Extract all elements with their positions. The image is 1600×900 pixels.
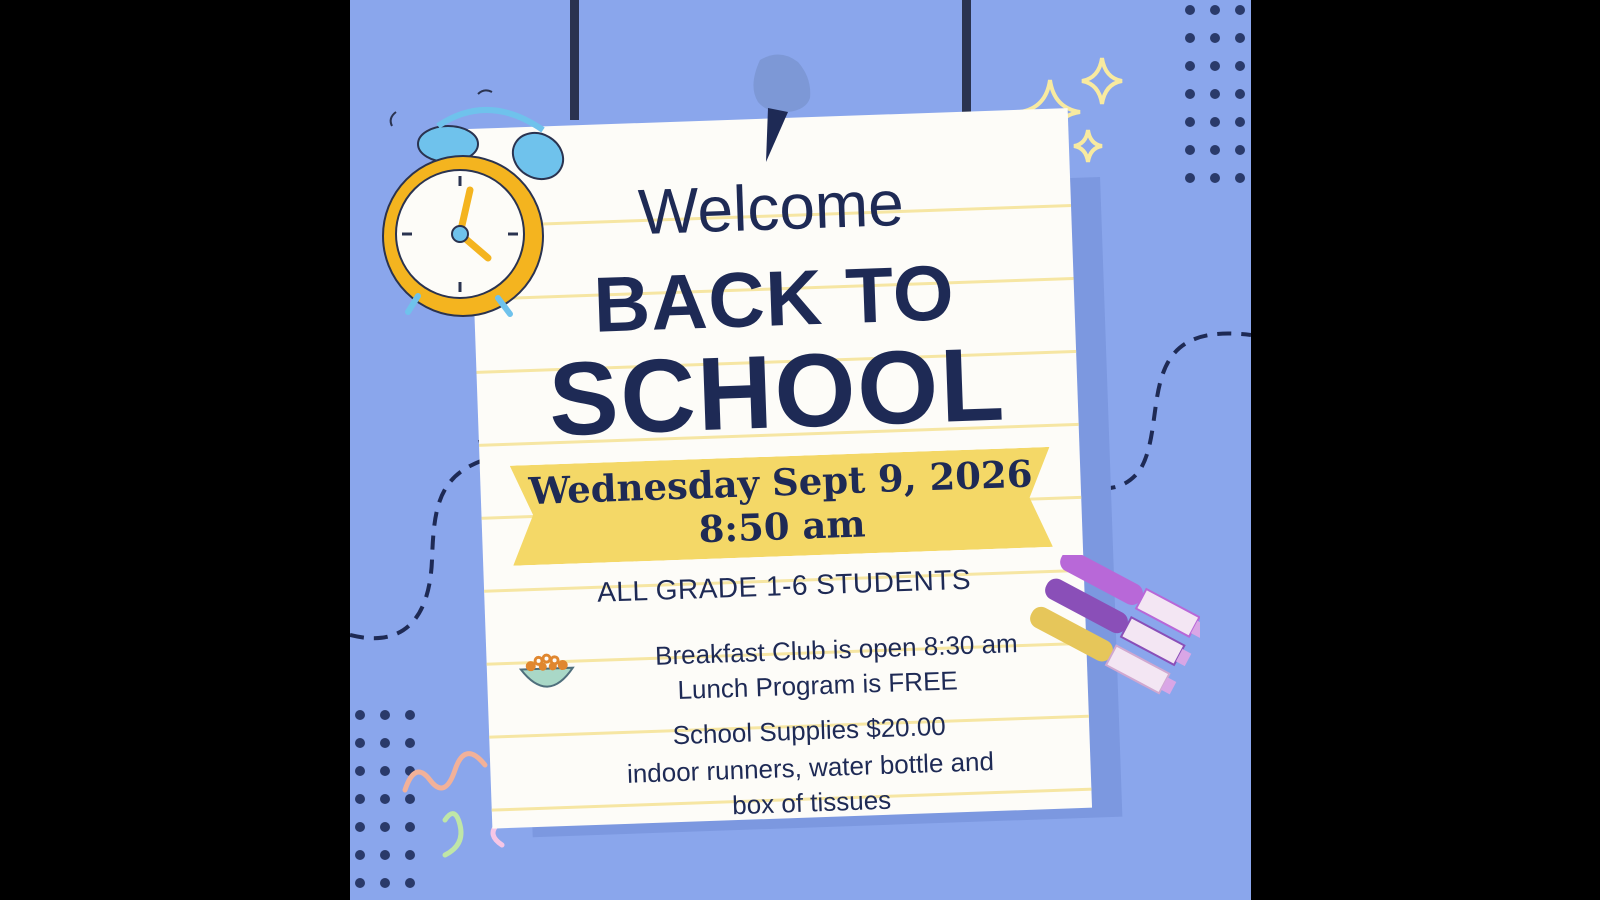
markers-icon <box>1010 555 1200 715</box>
dot-grid-bottom-left <box>355 710 415 888</box>
event-date: Wednesday Sept 9, 2026 <box>527 451 1034 514</box>
title-school: SCHOOL <box>547 326 1008 459</box>
info-lunch-program: Lunch Program is FREE <box>676 665 959 706</box>
welcome-heading: Welcome <box>636 166 905 249</box>
info-breakfast-club: Breakfast Club is open 8:30 am <box>654 628 1019 671</box>
event-time: 8:50 am <box>697 501 867 552</box>
back-to-school-poster <box>350 0 1251 900</box>
alarm-clock-icon <box>378 86 578 326</box>
dot-grid-top-right <box>1185 5 1245 183</box>
info-supplies-list-2: box of tissues <box>731 784 892 821</box>
dashed-path-left <box>350 455 500 638</box>
title-back-to: BACK TO <box>592 248 956 349</box>
hanging-pole-right <box>962 0 971 120</box>
confetti-squiggle-orange <box>405 754 485 790</box>
push-pin-icon <box>740 50 820 170</box>
info-supplies-list-1: indoor runners, water bottle and <box>626 746 995 789</box>
audience-label: ALL GRADE 1-6 STUDENTS <box>596 563 972 608</box>
confetti-squiggle-green <box>445 814 461 855</box>
info-school-supplies: School Supplies $20.00 <box>672 710 947 751</box>
